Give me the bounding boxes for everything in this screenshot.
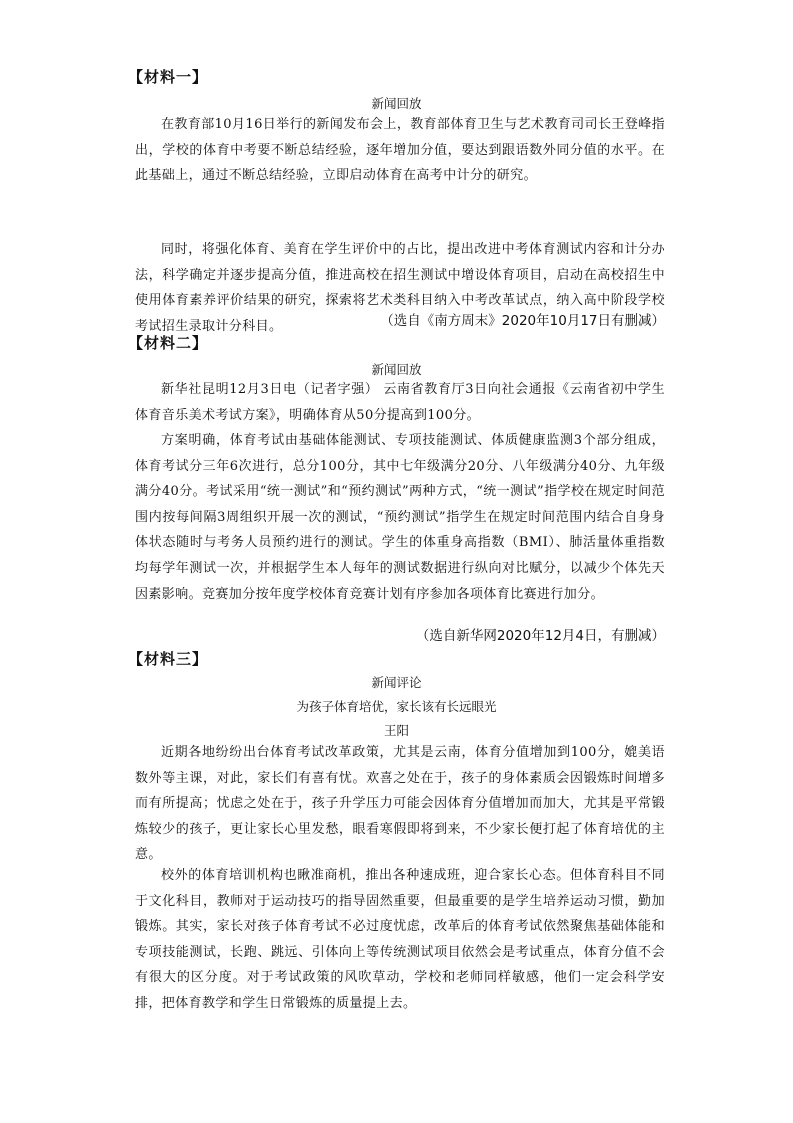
material-2-kicker: 新闻回放 — [371, 362, 422, 377]
material-1-source: （选自《南方周末》2020年10月17日有删减） — [380, 313, 665, 329]
material-3-heading: 【材料三】 — [128, 650, 209, 668]
material-2-paragraph-2: 方案明确，体育考试由基础体能测试、专项技能测试、体质健康监测3个部分组成，体育考试分三年6次进行，总分100分，其中七年级满分20分、八年级满分40分、九年级满分40分。考试采用“统一测试”和“预约测试”两种方式，“统一测试”指学校在规定时间范围内按每间隔3周组织开展一次的测试，“预约测试”指学生在规定时间范围内结合自身身体状态随时与考务人员预约进行的测试。学生的体重身高指数（BMI）、肺活量体重指数均每学年测试一次，并根据学生本人每年的测试数据进行纵向对比赋分，以减少个体先天因素影响。竞赛加分按年度学校体育竞赛计划有序参加各项体育比赛进行加分。 — [135, 433, 665, 602]
material-2-paragraph-1: 新华社昆明12月3日电（记者字强） 云南省教育厅3日向社会通报《云南省初中学生体育音乐美术考试方案》，明确体育从50分提高到100分。 — [135, 382, 665, 423]
material-1-paragraph-1: 在教育部10月16日举行的新闻发布会上，教育部体育卫生与艺术教育司司长王登峰指出，学校的体育中考要不断总结经验，逐年增加分值，要达到跟语数外同分值的水平。在此基础上，通过不断总结经验，立即启动体育在高考中计分的研究。 — [135, 117, 665, 184]
material-3-paragraph-1: 近期各地纷纷出台体育考试改革政策，尤其是云南，体育分值增加到100分，媲美语数外等主课，对此，家长们有喜有忧。欢喜之处在于，孩子的身体素质会因锻炼时间增多而有所提高；忧虑之处在于，孩子升学压力可能会因体育分值增加而加大，尤其是平常锻炼较少的孩子，更让家长心里发愁，眼看寒假即将到来，不少家长便打起了体育培优的主意。 — [135, 745, 665, 863]
material-3-author: 王阳 — [383, 723, 409, 738]
material-2-heading: 【材料二】 — [128, 334, 209, 352]
material-1-kicker: 新闻回放 — [371, 96, 422, 111]
material-3-kicker: 新闻评论 — [371, 675, 422, 690]
material-1-paragraph-2: 同时，将强化体育、美育在学生评价中的占比，提出改进中考体育测试内容和计分办法，科学确定并逐步提高分值，推进高校在招生测试中增设体育项目，启动在高校招生中使用体育素养评价结果的研究，探索将艺术类科目纳入中考改革试点，纳入高中阶段学校考试招生录取计分科目。 — [135, 242, 665, 334]
material-3-paragraph-2: 校外的体育培训机构也瞅准商机，推出各种速成班，迎合家长心态。但体育科目不同于文化科目，教师对于运动技巧的指导固然重要，但最重要的是学生培养运动习惯，勤加锻炼。其实，家长对孩子体育考试不必过度忧虑，改革后的体育考试依然聚焦基础体能和专项技能测试，长跑、跳远、引体向上等传统测试项目依然会是考试重点，体育分值不会有很大的区分度。对于考试政策的风吹草动，学校和老师同样敏感，他们一定会科学安排，把体育教学和学生日常锻炼的质量提上去。 — [135, 868, 665, 1011]
material-2-source: （选自新华网2020年12月4日，有删减） — [415, 628, 665, 644]
material-1-heading: 【材料一】 — [128, 68, 209, 86]
material-3-headline: 为孩子体育培优，家长该有长远眼光 — [296, 699, 497, 714]
